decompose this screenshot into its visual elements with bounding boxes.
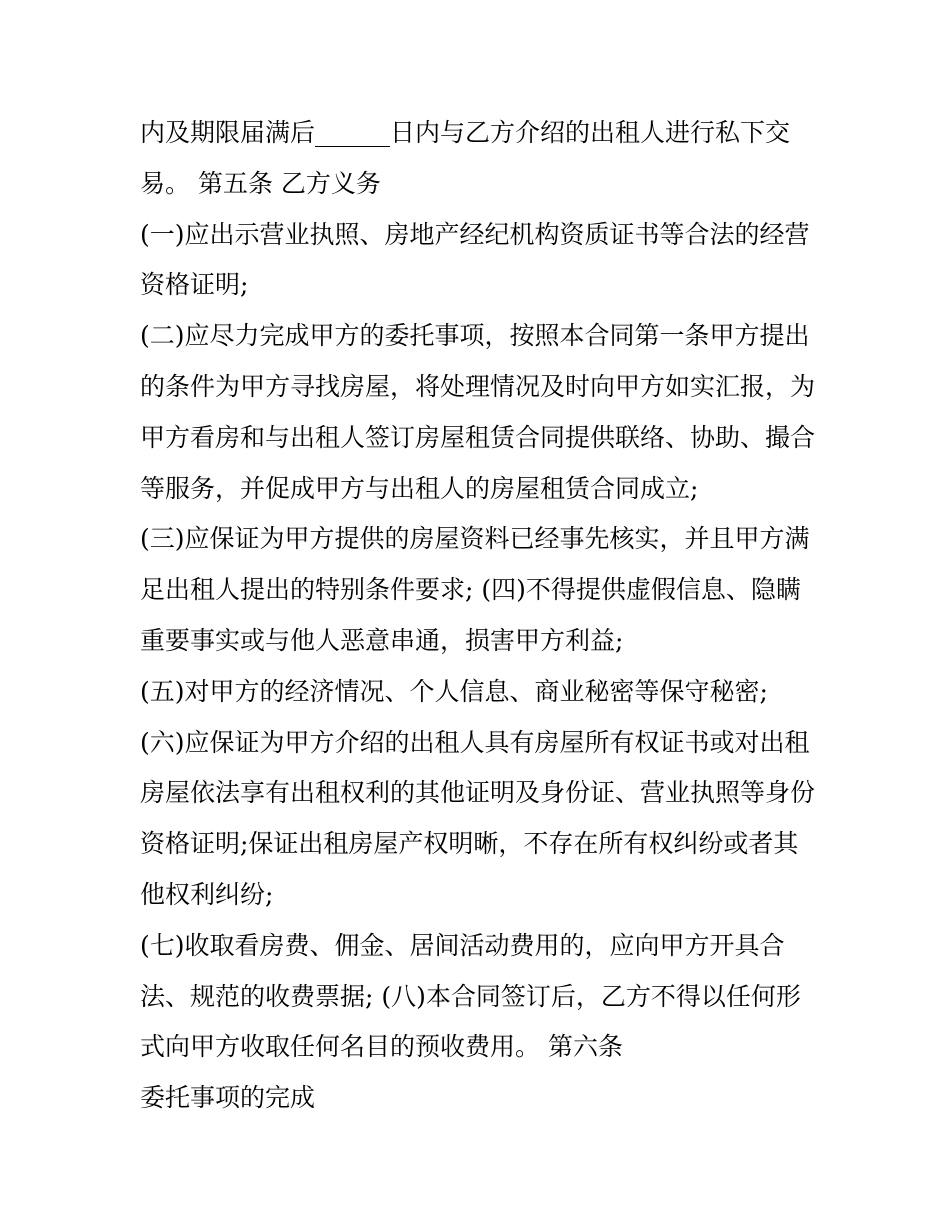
text-line: 资格证明;保证出租房屋产权明晰，不存在所有权纠纷或者其 [140,829,799,859]
text-line: 他权利纠纷; [140,879,274,909]
text-line: (一)应出示营业执照、房地产经纪机构资质证书等合法的经营 [140,219,810,249]
text-line: 式向甲方收取任何名目的预收费用。 第六条 [140,1032,623,1062]
text-line: 委托事项的完成 [140,1083,316,1113]
text-line: 甲方看房和与出租人签订房屋租赁合同提供联络、协助、撮合 [140,422,816,452]
text-line: (六)应保证为甲方介绍的出租人具有房屋所有权证书或对出租 [140,727,810,757]
text-line: 重要事实或与他人恶意串通，损害甲方利益; [140,625,624,655]
text-line: (三)应保证为甲方提供的房屋资料已经事先核实，并且甲方满 [140,524,810,554]
text-line: (五)对甲方的经济情况、个人信息、商业秘密等保守秘密; [140,676,768,706]
text-line: 的条件为甲方寻找房屋，将处理情况及时向甲方如实汇报，为 [140,371,816,401]
text-line: 法、规范的收费票据; (八)本合同签订后，乙方不得以任何形 [140,981,801,1011]
text-line: (二)应尽力完成甲方的委托事项，按照本合同第一条甲方提出 [140,321,810,351]
text-line: 等服务，并促成甲方与出租人的房屋租赁合同成立; [140,473,699,503]
contract-text [140,108,830,1124]
text-line: 资格证明; [140,270,249,300]
text-line: 房屋依法享有出租权利的其他证明及身份证、营业执照等身份 [140,778,816,808]
text-line: 足出租人提出的特别条件要求; (四)不得提供虚假信息、隐瞒 [140,575,801,605]
text-line: (七)收取看房费、佣金、居间活动费用的，应向甲方开具合 [140,930,785,960]
text-line: 内及期限届满后______日内与乙方介绍的出租人进行私下交 [140,118,791,147]
text-line: 易。 第五条 乙方义务 [140,168,381,198]
